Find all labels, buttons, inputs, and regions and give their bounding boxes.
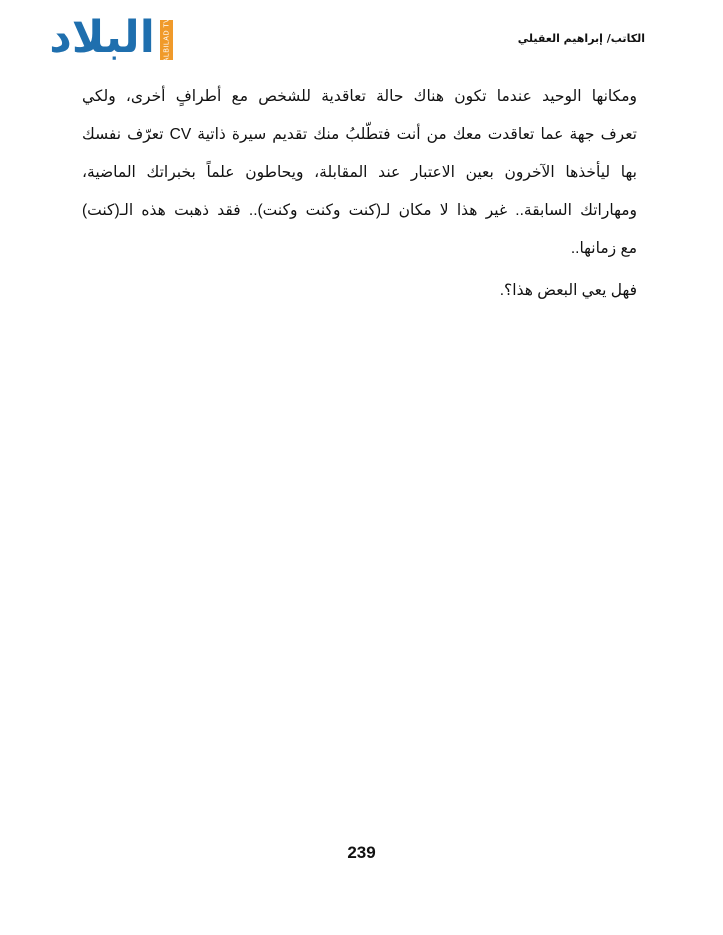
logo-tag-text: ALBILAD TV (163, 17, 170, 63)
author-byline: الكاتب/ إبراهيم العقيلي (517, 32, 645, 45)
logo-tag (160, 17, 173, 63)
publication-logo (46, 12, 176, 66)
article-body (82, 78, 637, 310)
text-line: فهل يعي البعض هذا؟. (499, 282, 637, 299)
text-line: تعرف جهة عما تعاقدت معك من أنت فتطّلبُ منك تقديم سيرة ذاتية CV تعرّف نفسك (82, 126, 637, 143)
paragraph-1 (82, 78, 637, 268)
text-line: بها ليأخذها الآخرون بعين الاعتبار عند المقابلة، ويحاطون علماً بخبراتك الماضية، (82, 164, 637, 181)
logo-wordmark: البلاد (49, 12, 155, 63)
page-number: 239 (347, 843, 376, 862)
text-line: ومكانها الوحيد عندما تكون هناك حالة تعاقدية للشخص مع أطرافٍ أخرى، ولكي (82, 88, 637, 105)
text-line: ومهاراتك السابقة.. غير هذا لا مكان لـ(كنت وكنت وكنت).. فقد ذهبت هذه الـ(كنت) (82, 202, 637, 219)
text-line: مع زمانها.. (570, 240, 637, 257)
paragraph-2 (82, 272, 637, 310)
